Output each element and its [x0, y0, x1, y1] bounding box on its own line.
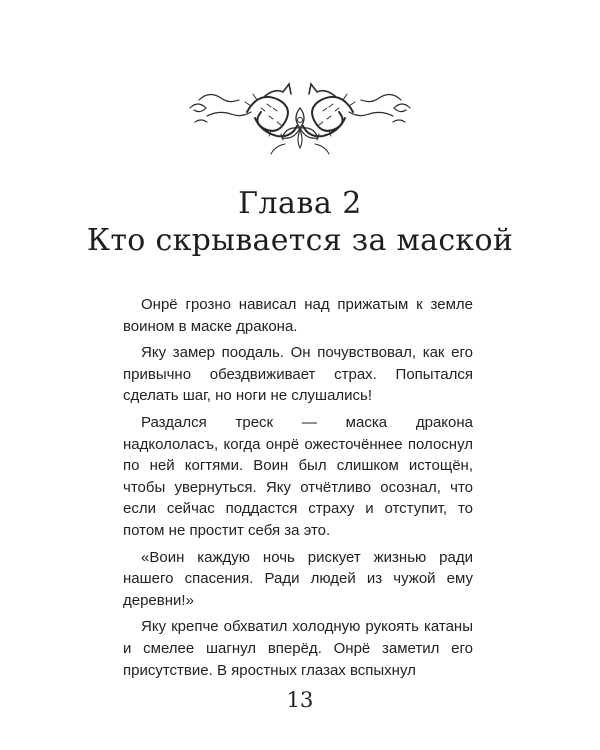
paragraph: Онрё грозно нависал над прижатым к земле воином в маске дракона. [123, 296, 473, 335]
twin-dragons-ornament-icon [185, 78, 415, 160]
paragraph: «Воин каждую ночь рискует жизнью ради нашего спасения. Ради людей из чужой ему деревни!» [123, 548, 473, 609]
page-number: 13 [286, 688, 314, 712]
paragraph: Яку замер поодаль. Он почувствовал, как его привычно обездвиживает страх. Попытался сделать шаг, но ноги не слушались! [123, 344, 473, 405]
chapter-number: Глава 2 [238, 186, 362, 221]
paragraph: Яку крепче обхватил холодную рукоять катаны и смелее шагнул вперёд. Онрё заметил его присутствие. В яростных глазах вспыхнул [123, 618, 473, 679]
paragraph: Раздался треск — маска дракона надкололасъ, когда онрё ожесточённее полоснул по ней когтями. Воин был слишком истощён, чтобы увернуться. Яку отчётливо осознал, что если сейчас поддастся страху и отступит, то потом не простит себя за это. [123, 413, 473, 539]
chapter-body [123, 294, 473, 686]
chapter-title: Кто скрывается за маской [86, 223, 514, 258]
